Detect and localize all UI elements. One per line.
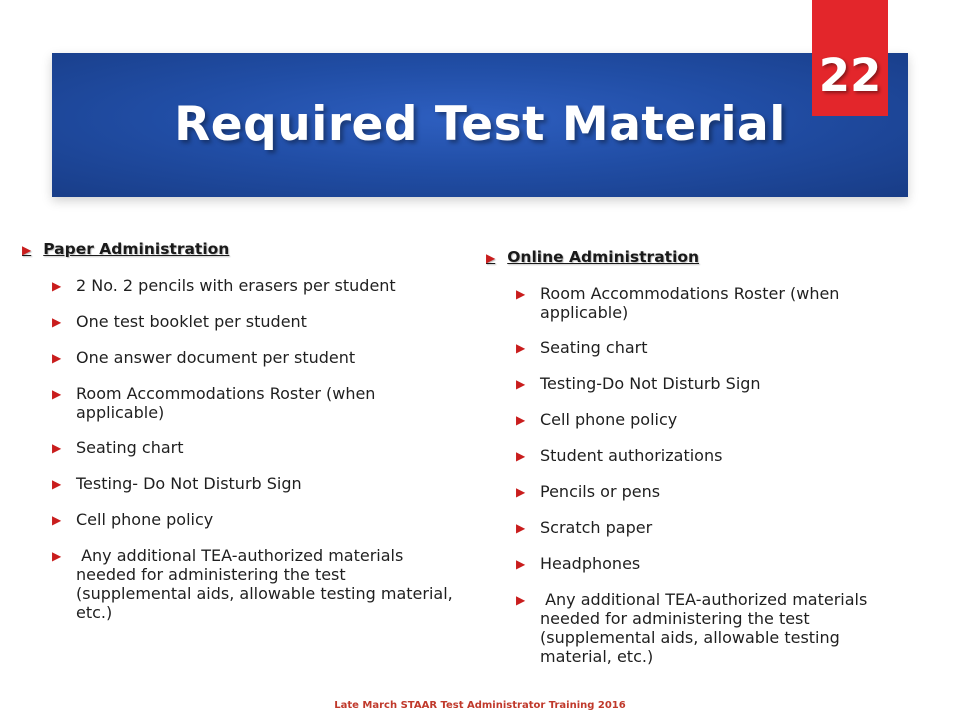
paper-administration-section <box>22 240 462 638</box>
list-item: ▶ One answer document per student <box>52 348 356 367</box>
list-item: ▶ Room Accommodations Roster (when applicable) <box>52 384 376 422</box>
title-banner <box>52 53 908 197</box>
triangle-right-icon: ▶ <box>516 341 526 355</box>
triangle-right-icon: ▶ <box>516 557 526 571</box>
list-item: ▶ One test booklet per student <box>52 312 307 331</box>
list-item: ▶ Any additional TEA-authorized materials needed for administering the test (supplemental aids, allowable testing material, etc.) <box>52 546 458 622</box>
list-item: ▶ Scratch paper <box>516 518 653 537</box>
triangle-right-icon: ▶ <box>52 279 62 293</box>
online-heading-label: Online Administration <box>507 248 700 266</box>
triangle-right-icon: ▶ <box>52 549 62 563</box>
list-item: ▶ Room Accommodations Roster (when applicable) <box>516 284 840 322</box>
paper-heading-label: Paper Administration <box>43 240 230 258</box>
triangle-right-icon: ▶ <box>52 513 62 527</box>
triangle-right-icon: ▶ <box>516 485 526 499</box>
slide-title: Required Test Material <box>174 97 786 152</box>
triangle-right-icon: ▶ <box>52 477 62 491</box>
triangle-right-icon: ▶ <box>52 351 62 365</box>
list-item: ▶ Cell phone policy <box>516 410 678 429</box>
triangle-right-icon: ▶ <box>516 449 526 463</box>
triangle-right-icon: ▶ <box>486 251 496 265</box>
triangle-right-icon: ▶ <box>52 387 62 401</box>
triangle-right-icon: ▶ <box>516 413 526 427</box>
page-number-badge: 22 <box>812 0 888 116</box>
triangle-right-icon: ▶ <box>516 287 526 301</box>
triangle-right-icon: ▶ <box>516 521 526 535</box>
triangle-right-icon: ▶ <box>52 315 62 329</box>
list-item: ▶ Seating chart <box>52 438 184 457</box>
list-item: ▶ Testing-Do Not Disturb Sign <box>516 374 761 393</box>
triangle-right-icon: ▶ <box>22 243 32 257</box>
list-item: ▶ Headphones <box>516 554 641 573</box>
paper-items-list <box>22 276 462 622</box>
paper-heading <box>22 240 462 260</box>
online-heading <box>486 248 916 268</box>
triangle-right-icon: ▶ <box>516 593 526 607</box>
list-item: ▶ Pencils or pens <box>516 482 661 501</box>
list-item: ▶ Student authorizations <box>516 446 723 465</box>
triangle-right-icon: ▶ <box>516 377 526 391</box>
slide-footer: Late March STAAR Test Administrator Training 2016 <box>334 700 626 711</box>
list-item: ▶ 2 No. 2 pencils with erasers per student <box>52 276 396 295</box>
triangle-right-icon: ▶ <box>52 441 62 455</box>
list-item: ▶ Any additional TEA-authorized materials needed for administering the test (supplemental aids, allowable testing material, etc.) <box>516 590 873 666</box>
list-item: ▶ Cell phone policy <box>52 510 214 529</box>
online-administration-section <box>486 248 916 682</box>
online-items-list <box>486 284 916 666</box>
list-item: ▶ Seating chart <box>516 338 648 357</box>
list-item: ▶ Testing- Do Not Disturb Sign <box>52 474 302 493</box>
